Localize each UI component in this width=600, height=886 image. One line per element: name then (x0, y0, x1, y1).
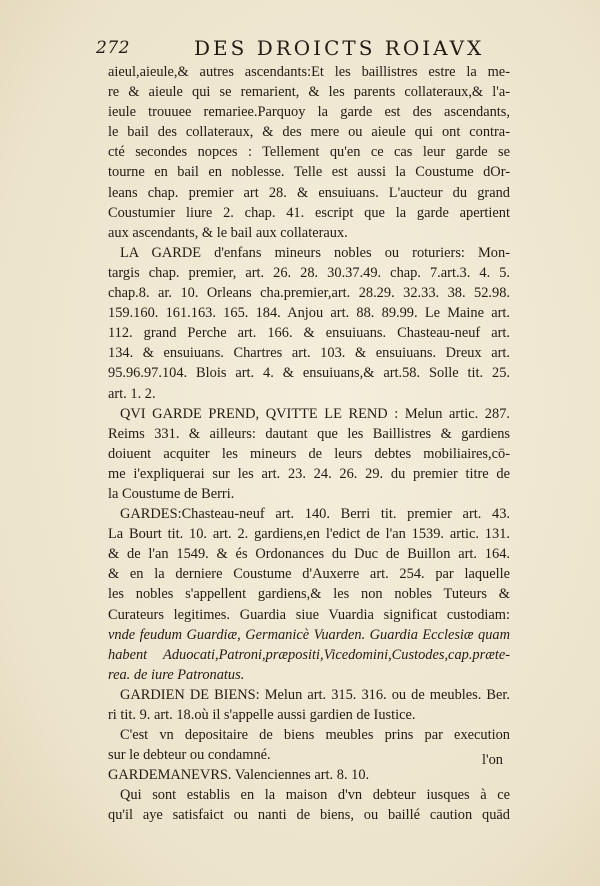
text-line: qu'il aye satisfaict ou nanti de biens, ou baillé caution quād (108, 807, 510, 824)
text-line: Qui sont establis en la maison d'vn debteur iusques à ce (120, 787, 510, 804)
text-line: ieule trouuee remariee.Parquoy la garde est des ascendants, (108, 104, 510, 121)
text-line: & de l'an 1549. & és Ordonances du Duc de Buillon art. 164. (108, 546, 510, 563)
text-line: le bail des collateraux, & des mere ou aieule qui ont contra- (108, 124, 510, 141)
text-line: targis chap. premier, art. 26. 28. 30.37.49. chap. 7.art.3. 4. 5. (108, 264, 510, 281)
text-body (108, 62, 510, 826)
text-line: GARDEMANEVRS. Valenciennes art. 8. 10. (108, 767, 370, 784)
text-line: leans chap. premier art 28. & ensuiuans. L'aucteur du grand (108, 184, 510, 201)
text-line: 95.96.97.104. Blois art. 4. & ensuiuans,& art.58. Solle tit. 25. (108, 365, 510, 382)
text-line: Curateurs legitimes. Guardia siue Vuardia significat custodiam: (108, 606, 510, 623)
page-number: 272 (96, 38, 130, 58)
text-line: 159.160. 161.163. 165. 184. Anjou art. 88. 89.99. Le Maine art. (108, 305, 510, 322)
text-line: re & aieule qui se remarient, & les parents collateraux,& l'a- (108, 84, 510, 101)
text-line: C'est vn depositaire de biens meubles prins par execution (120, 727, 510, 744)
text-line: doiuent acquiter les mineurs de leurs debtes mobiliaires,cō- (108, 445, 510, 462)
text-line: les nobles s'appellent gardiens,& les non nobles Tuteurs & (108, 586, 510, 603)
text-line: La Bourt tit. 10. art. 2. gardiens,en l'edict de l'an 1539. artic. 131. (108, 526, 510, 543)
text-line: Reims 331. & ailleurs: dautant que les Baillistres & gardiens (108, 425, 510, 442)
text-line: GARDIEN DE BIENS: Melun art. 315. 316. ou de meubles. Ber. (120, 686, 510, 703)
text-line: GARDES:Chasteau-neuf art. 140. Berri tit. premier art. 43. (120, 506, 510, 523)
text-line: rea. de iure Patronatus. (108, 666, 245, 683)
text-line: QVI GARDE PREND, QVITTE LE REND : Melun artic. 287. (120, 405, 510, 422)
text-line: vnde feudum Guardiæ, Germanicè Vuarden. Guardia Ecclesiæ quam (108, 626, 510, 643)
text-line: cté secondes nopces : Tellement qu'en ce cas leur garde se (108, 144, 510, 161)
running-head: DES DROICTS ROIAVX (194, 36, 485, 60)
text-line: 112. grand Perche art. 166. & ensuiuans. Chasteau-neuf art. (108, 325, 510, 342)
text-line: aieul,aieule,& autres ascendants:Et les baillistres estre la me- (108, 64, 510, 80)
catchword: l'on (482, 752, 503, 768)
text-line: Coustumier liure 2. chap. 41. escript que la garde apertient (108, 204, 510, 221)
text-line: sur le debteur ou condamné. (108, 747, 271, 764)
text-line: tourne en bail en noblesse. Telle est aussi la Coustume dOr- (108, 164, 510, 181)
text-line: 134. & ensuiuans. Chartres art. 103. & ensuiuans. Dreux art. (108, 345, 510, 362)
page-header (96, 36, 516, 62)
text-line: ri tit. 9. art. 18.où il s'appelle aussi gardien de Iustice. (108, 707, 416, 723)
text-line: habent Aduocati,Patroni,præpositi,Vicedomini,Custodes,cap.præte- (108, 646, 510, 663)
text-line: LA GARDE d'enfans mineurs nobles ou roturiers: Mon- (120, 244, 510, 261)
text-line: me i'expliquerai sur les art. 23. 24. 26. 29. du premier titre de (108, 465, 510, 482)
text-line: art. 1. 2. (108, 385, 156, 402)
text-line: aux ascendants, & le bail aux collateraux. (108, 224, 348, 241)
text-line: chap.8. ar. 10. Orleans cha.premier,art. 28.29. 32.33. 38. 52.98. (108, 285, 510, 302)
text-line: la Coustume de Berri. (108, 485, 235, 502)
text-line: & en la derniere Coustume d'Auxerre art. 254. par laquelle (108, 566, 510, 583)
